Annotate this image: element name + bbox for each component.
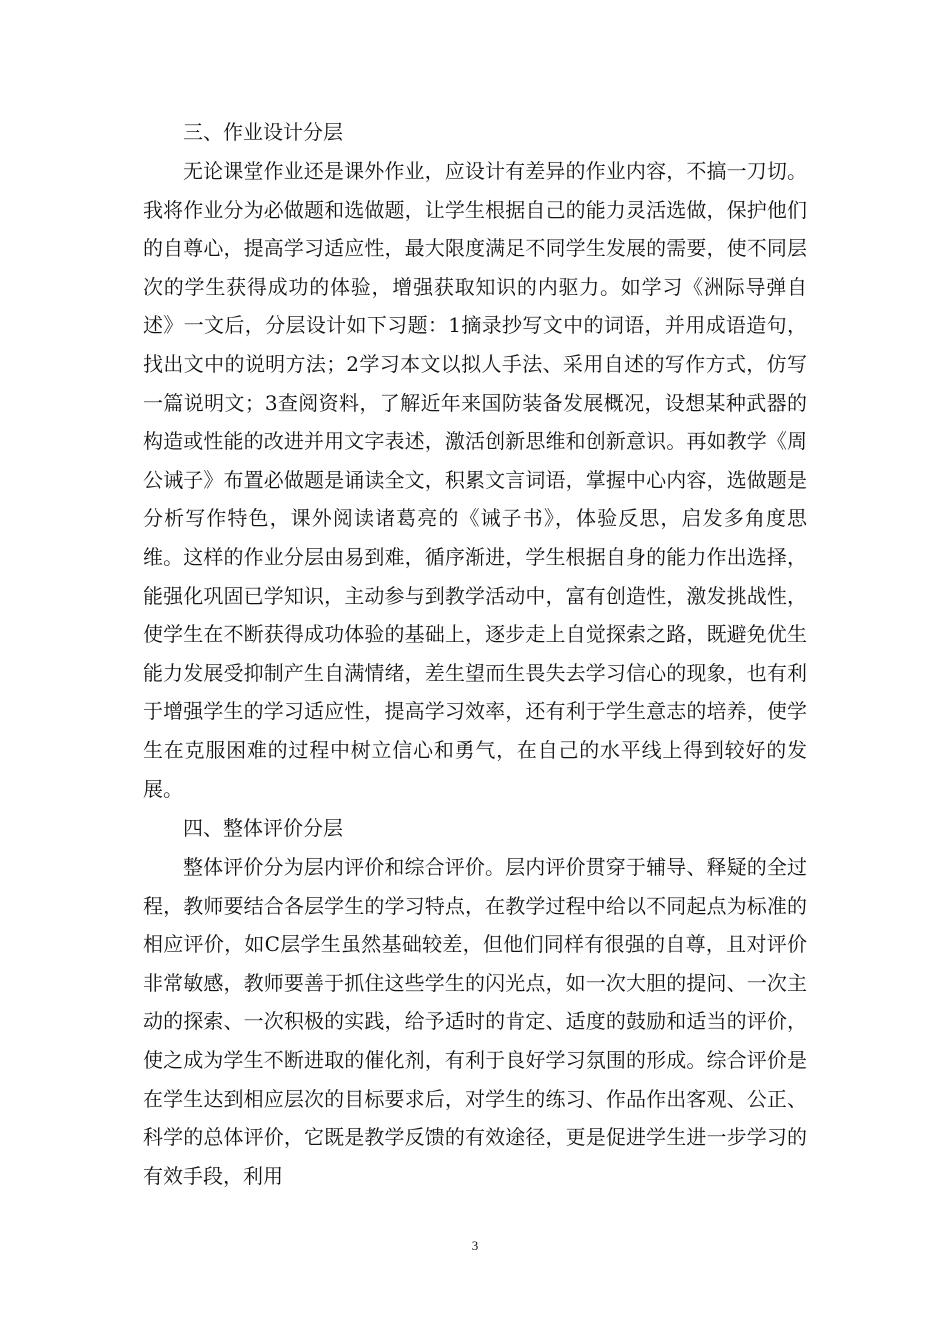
section-heading-3: 三、作业设计分层 bbox=[183, 120, 343, 144]
section-heading-4: 四、整体评价分层 bbox=[183, 816, 343, 841]
page-number: 3 bbox=[471, 1238, 479, 1253]
page-body bbox=[143, 112, 807, 1195]
section-paragraph-4: 整体评价分为层内评价和综合评价。层内评价贯穿于辅导、释疑的全过程，教师要结合各层学生的学习特点，在教学过程中给以不同起点为标准的相应评价，如C层学生虽然基础较差，但他们同样有很强的自尊，且对评价非常敏感，教师要善于抓住这些学生的闪光点，如一次大胆的提问、一次主动的探索、一次积极的实践，给予适时的肯定、适度的鼓励和适当的评价，使之成为学生不断进取的催化剂，有利于良好学习氛围的形成。综合评价是在学生达到相应层次的目标要求后，对学生的练习、作品作出客观、公正、科学的总体评价，它既是教学反馈的有效途径，更是促进学生进一步学习的有效手段，利用 bbox=[143, 855, 807, 1188]
section-paragraph-3: 无论课堂作业还是课外作业，应设计有差异的作业内容，不搞一刀切。我将作业分为必做题和选做题，让学生根据自己的能力灵活选做，保护他们的自尊心，提高学习适应性，最大限度满足不同学生发展的需要，使不同层次的学生获得成功的体验，增强获取知识的内驱力。如学习《洲际导弹自述》一文后，分层设计如下习题：1摘录抄写文中的词语，并用成语造句，找出文中的说明方法；2学习本文以拟人手法、采用自述的写作方式，仿写一篇说明文；3查阅资料，了解近年来国防装备发展概况，设想某种武器的构造或性能的改进并用文字表述，激活创新思维和创新意识。再如教学《周公诫子》布置必做题是诵读全文，积累文言词语，掌握中心内容，选做题是分析写作特色，课外阅读诸葛亮的《诫子书》，体验反思，启发多角度思维。这样的作业分层由易到难，循序渐进，学生根据自身的能力作出选择，能强化巩固已学知识，主动参与到教学活动中，富有创造性，激发挑战性，使学生在不断获得成功体验的基础上，逐步走上自觉探索之路，既避免优生能力发展受抑制产生自满情绪，差生望而生畏失去学习信心的现象，也有利于增强学生的学习适应性，提高学习效率，还有利于学生意志的培养，使学生在克服困难的过程中树立信心和勇气，在自己的水平线上得到较好的发展。 bbox=[143, 159, 807, 801]
